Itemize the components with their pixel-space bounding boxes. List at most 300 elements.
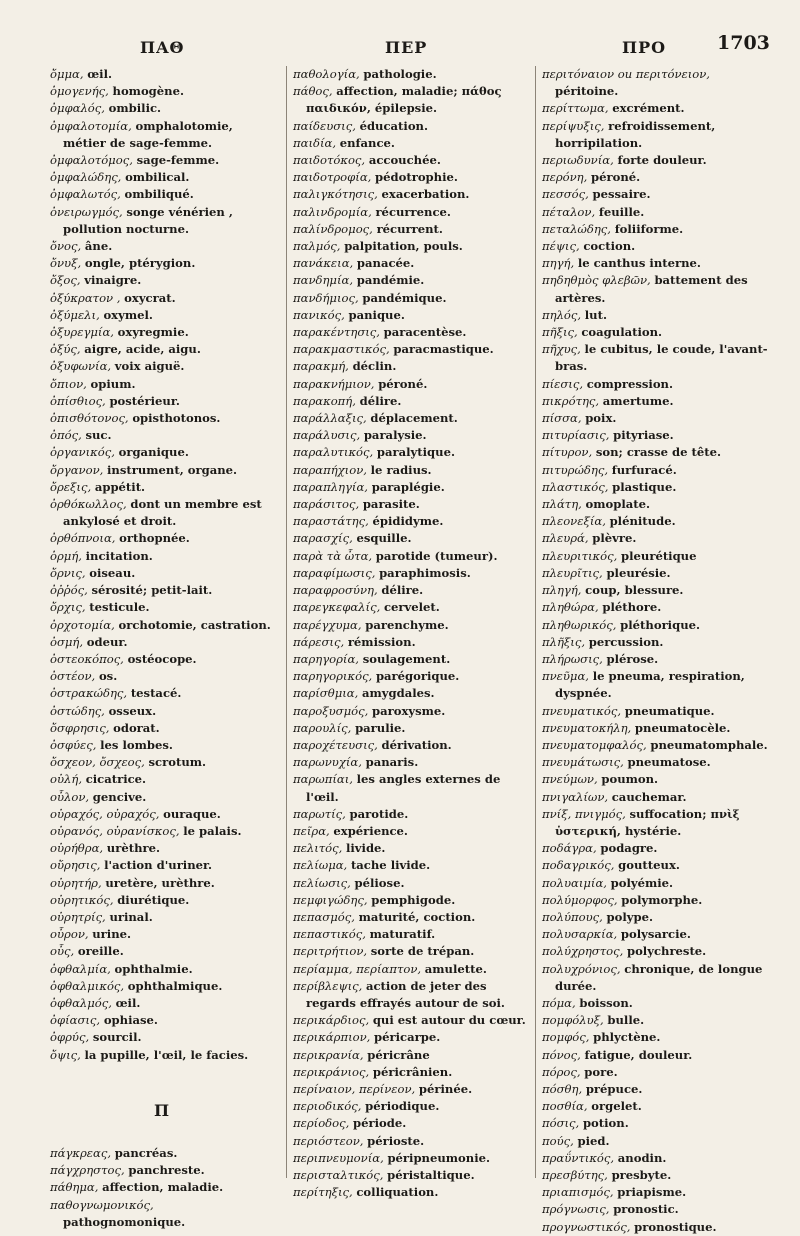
dictionary-entry bbox=[50, 376, 274, 393]
dictionary-entry bbox=[542, 548, 770, 565]
french-definition: paracentèse. bbox=[383, 325, 467, 340]
greek-term: ὀξυφωνία, bbox=[50, 359, 112, 374]
french-definition: oiseau. bbox=[89, 565, 136, 580]
french-definition: pneumatomphale. bbox=[650, 737, 768, 752]
dictionary-entry bbox=[50, 892, 274, 909]
french-definition: paraphimosis. bbox=[379, 565, 471, 580]
greek-term: πελίωσις, bbox=[293, 875, 351, 890]
dictionary-entry bbox=[293, 720, 533, 737]
dictionary-entry bbox=[293, 393, 533, 410]
french-definition: paracmastique. bbox=[393, 342, 494, 357]
french-definition: instrument, organe. bbox=[107, 462, 238, 477]
dictionary-entry bbox=[542, 995, 770, 1012]
dictionary-entry bbox=[293, 926, 533, 943]
dictionary-entry bbox=[293, 135, 533, 152]
greek-term: πληθώρα, bbox=[542, 600, 599, 615]
french-definition: anodin. bbox=[617, 1150, 667, 1165]
greek-term: ὀρχοτομία, bbox=[50, 617, 115, 632]
french-definition: coagulation. bbox=[581, 325, 663, 340]
greek-term: οὐρητήρ, bbox=[50, 875, 102, 890]
greek-term: πέταλον, bbox=[542, 204, 596, 219]
dictionary-entry bbox=[542, 720, 770, 737]
greek-term: παρακοπή, bbox=[293, 393, 356, 408]
dictionary-entry bbox=[542, 703, 770, 720]
dictionary-entry bbox=[50, 806, 274, 823]
section-letter: Π bbox=[153, 1100, 171, 1120]
french-definition: goutteux. bbox=[618, 858, 680, 873]
french-definition: affection, maladie. bbox=[102, 1180, 224, 1195]
french-definition: omoplate. bbox=[585, 497, 651, 512]
dictionary-entry bbox=[542, 909, 770, 926]
french-definition: ombilical. bbox=[125, 170, 190, 185]
dictionary-entry bbox=[50, 668, 274, 685]
header-left: ΠΑΘ bbox=[140, 38, 185, 57]
french-definition: paroxysme. bbox=[371, 703, 446, 718]
greek-term: ὀπός, bbox=[50, 428, 82, 443]
dictionary-entry bbox=[50, 83, 274, 100]
french-definition: ostéocope. bbox=[127, 651, 197, 666]
greek-term: ὀφρύς, bbox=[50, 1030, 90, 1045]
greek-term: παρωτίς, bbox=[293, 806, 346, 821]
french-definition: excrément. bbox=[612, 101, 685, 116]
dictionary-entry bbox=[293, 703, 533, 720]
french-definition: foliiforme. bbox=[614, 221, 684, 236]
dictionary-entry bbox=[293, 771, 533, 805]
greek-term: πανικός, bbox=[293, 307, 345, 322]
french-definition: furfuracé. bbox=[611, 462, 677, 477]
dictionary-entry bbox=[50, 565, 274, 582]
french-definition: compression. bbox=[586, 376, 674, 391]
french-definition: pathologie. bbox=[363, 67, 437, 81]
greek-term: ποδαγρικός, bbox=[542, 858, 615, 873]
greek-term: ὄνυξ, bbox=[50, 256, 82, 271]
french-definition: pied. bbox=[577, 1133, 610, 1148]
greek-term: ὀρθόπνοια, bbox=[50, 531, 116, 546]
greek-term: πάγκρεας, bbox=[50, 1145, 112, 1160]
greek-term: πηλός, bbox=[542, 307, 582, 322]
dictionary-entry bbox=[542, 152, 770, 169]
french-definition: testicule. bbox=[89, 600, 150, 615]
greek-term: πόνος, bbox=[542, 1047, 581, 1062]
french-definition: éducation. bbox=[359, 118, 429, 133]
greek-term: ὀμφαλώδης, bbox=[50, 170, 122, 185]
dictionary-entry bbox=[542, 1115, 770, 1132]
dictionary-entry bbox=[293, 118, 533, 135]
dictionary-entry bbox=[50, 1047, 274, 1064]
dictionary-entry bbox=[50, 1012, 274, 1029]
greek-term: πάθημα, bbox=[50, 1180, 99, 1195]
french-definition: déplacement. bbox=[370, 411, 458, 426]
dictionary-entry bbox=[293, 737, 533, 754]
french-definition: enfance. bbox=[339, 135, 395, 150]
dictionary-entry bbox=[293, 272, 533, 289]
greek-term: προγνωστικός, bbox=[542, 1219, 631, 1234]
french-definition: paraplégie. bbox=[371, 479, 445, 494]
dictionary-entry bbox=[542, 1047, 770, 1064]
greek-term: παρεγκεφαλίς, bbox=[293, 600, 381, 615]
french-definition: pléthore. bbox=[602, 600, 662, 615]
dictionary-entry bbox=[50, 995, 274, 1012]
french-definition: forte douleur. bbox=[617, 153, 707, 168]
greek-term: πηγή, bbox=[542, 256, 575, 271]
french-definition: l'action d'uriner. bbox=[104, 858, 213, 873]
dictionary-entry bbox=[50, 393, 274, 410]
greek-term: πλήρωσις, bbox=[542, 651, 603, 666]
dictionary-entry bbox=[293, 83, 533, 117]
greek-term: ὄρχις, bbox=[50, 600, 86, 615]
french-definition: délire. bbox=[381, 583, 424, 598]
dictionary-entry bbox=[542, 1167, 770, 1184]
greek-term: πόσθη, bbox=[542, 1081, 583, 1096]
french-definition: ophthalmique. bbox=[127, 978, 223, 993]
greek-term: ὀφθαλμός, bbox=[50, 995, 112, 1010]
french-definition: péricrâne bbox=[367, 1047, 430, 1062]
greek-term: πανδημία, bbox=[293, 273, 354, 288]
greek-term: ὀσφύες, bbox=[50, 737, 97, 752]
dictionary-entry bbox=[293, 462, 533, 479]
dictionary-entry bbox=[542, 617, 770, 634]
greek-term: πίσσα, bbox=[542, 411, 582, 426]
french-definition: diurétique. bbox=[117, 892, 190, 907]
greek-term: ὀξύκρατον , bbox=[50, 290, 121, 305]
greek-term: οὖλον, bbox=[50, 789, 90, 804]
greek-term: παρηγορικός, bbox=[293, 669, 373, 684]
french-definition: orgelet. bbox=[591, 1099, 642, 1114]
greek-term: οὐραχός, οὐραχός, bbox=[50, 806, 160, 821]
greek-term: πνευματικός, bbox=[542, 703, 622, 718]
greek-term: παθολογία, bbox=[293, 67, 360, 81]
dictionary-entry bbox=[542, 255, 770, 272]
french-definition: odorat. bbox=[113, 720, 160, 735]
greek-term: ὀστρακώδης, bbox=[50, 686, 128, 701]
dictionary-entry bbox=[542, 892, 770, 909]
greek-term: περίναιον, περίνεον, bbox=[293, 1081, 416, 1096]
french-definition: pneumatose. bbox=[627, 755, 711, 770]
french-definition: récurrent. bbox=[376, 221, 443, 236]
greek-term: πιτυρίασις, bbox=[542, 428, 610, 443]
greek-term: παίδευσις, bbox=[293, 118, 356, 133]
dictionary-entry bbox=[542, 1150, 770, 1167]
french-definition: fatigue, douleur. bbox=[584, 1047, 693, 1062]
dictionary-entry bbox=[293, 238, 533, 255]
french-definition: épididyme. bbox=[372, 514, 444, 529]
greek-term: πρεσβύτης, bbox=[542, 1168, 608, 1182]
dictionary-entry bbox=[542, 754, 770, 771]
french-definition: phlyctène. bbox=[593, 1030, 661, 1045]
dictionary-entry bbox=[50, 978, 274, 995]
french-definition: polysarcie. bbox=[620, 927, 691, 942]
greek-term: πελιτός, bbox=[293, 841, 343, 856]
dictionary-entry bbox=[542, 410, 770, 427]
french-definition: boisson. bbox=[579, 995, 633, 1010]
dictionary-entry bbox=[542, 204, 770, 221]
column-2-entries bbox=[293, 66, 533, 1201]
greek-term: πνευμάτωσις, bbox=[542, 755, 624, 770]
dictionary-entry bbox=[50, 169, 274, 186]
dictionary-entry bbox=[50, 238, 274, 255]
dictionary-entry bbox=[542, 479, 770, 496]
dictionary-entry bbox=[293, 582, 533, 599]
dictionary-entry bbox=[542, 875, 770, 892]
dictionary-entry bbox=[542, 393, 770, 410]
dictionary-entry bbox=[50, 307, 274, 324]
dictionary-entry bbox=[50, 255, 274, 272]
dictionary-entry bbox=[50, 685, 274, 702]
greek-term: πόσις, bbox=[542, 1116, 580, 1131]
dictionary-entry bbox=[293, 410, 533, 427]
dictionary-entry bbox=[50, 358, 274, 375]
greek-term: πίεσις, bbox=[542, 376, 584, 391]
header-right: ΠΡΟ bbox=[622, 38, 667, 57]
french-definition: pathognomonique. bbox=[63, 1214, 186, 1229]
greek-term: πελίωμα, bbox=[293, 858, 348, 873]
french-definition: péroné. bbox=[378, 376, 428, 391]
greek-term: περιτόναιον ou περιτόνειον, bbox=[542, 67, 710, 81]
greek-term: περιωδυνία, bbox=[542, 153, 614, 168]
greek-term: ὀμφαλωτός, bbox=[50, 187, 121, 202]
dictionary-entry bbox=[293, 909, 533, 926]
greek-term: παραπήχιον, bbox=[293, 462, 367, 477]
french-definition: paralysie. bbox=[363, 428, 427, 443]
french-definition: dont un membre est ankylosé et droit. bbox=[63, 497, 262, 529]
french-definition: déclin. bbox=[352, 359, 397, 374]
dictionary-entry bbox=[542, 186, 770, 203]
dictionary-entry bbox=[542, 961, 770, 995]
french-definition: os. bbox=[98, 669, 118, 684]
greek-term: παρὰ τὰ ὦτα, bbox=[293, 548, 373, 563]
dictionary-entry bbox=[542, 376, 770, 393]
greek-term: ὀφθαλμία, bbox=[50, 961, 111, 976]
greek-term: ὀξύμελι, bbox=[50, 307, 100, 322]
french-definition: urèthre. bbox=[106, 841, 161, 856]
dictionary-entry bbox=[50, 651, 274, 668]
greek-term: πριαπισμός, bbox=[542, 1185, 614, 1200]
greek-term: πεμφιγώδης, bbox=[293, 892, 368, 907]
greek-term: πεταλώδης, bbox=[542, 221, 611, 236]
greek-term: ὁρμή, bbox=[50, 548, 82, 563]
dictionary-entry bbox=[50, 857, 274, 874]
greek-term: ὀφθαλμικός, bbox=[50, 978, 125, 993]
dictionary-entry bbox=[542, 1012, 770, 1029]
french-definition: cervelet. bbox=[383, 600, 440, 615]
dictionary-entry bbox=[542, 599, 770, 616]
dictionary-entry bbox=[542, 169, 770, 186]
dictionary-entry bbox=[542, 307, 770, 324]
header-center: ΠΕΡ bbox=[385, 38, 428, 57]
french-definition: omphalotomie, métier de sage-femme. bbox=[63, 118, 233, 150]
french-definition: plérose. bbox=[606, 651, 659, 666]
french-definition: affection, maladie; πάθος παιδικόν, épilepsie. bbox=[306, 84, 502, 116]
column-2 bbox=[286, 66, 533, 1200]
french-definition: pneumatique. bbox=[624, 703, 715, 718]
french-definition: amulette. bbox=[424, 961, 487, 976]
greek-term: ὀστέον, bbox=[50, 669, 96, 684]
dictionary-entry bbox=[542, 1184, 770, 1201]
dictionary-entry bbox=[50, 789, 274, 806]
dictionary-entry bbox=[293, 255, 533, 272]
french-definition: scrotum. bbox=[148, 755, 207, 770]
dictionary-entry bbox=[293, 290, 533, 307]
dictionary-entry bbox=[293, 617, 533, 634]
greek-term: παροξυσμός, bbox=[293, 703, 369, 718]
greek-term: πάθος, bbox=[293, 84, 333, 99]
greek-term: παραφίμωσις, bbox=[293, 565, 376, 580]
dictionary-entry bbox=[293, 427, 533, 444]
french-definition: oxymel. bbox=[103, 307, 153, 322]
greek-term: παθογνωμονικός, bbox=[50, 1197, 154, 1212]
french-definition: maturité, coction. bbox=[358, 909, 476, 924]
french-definition: plastique. bbox=[612, 479, 677, 494]
dictionary-entry bbox=[542, 272, 770, 306]
greek-term: ὀῤῥός, bbox=[50, 583, 88, 598]
dictionary-entry bbox=[50, 152, 274, 169]
greek-term: ὀμφαλοτόμος, bbox=[50, 153, 133, 168]
french-definition: pessaire. bbox=[592, 187, 651, 202]
greek-term: ὀσμή, bbox=[50, 634, 84, 649]
french-definition: pédotrophie. bbox=[375, 170, 458, 185]
dictionary-entry bbox=[50, 582, 274, 599]
dictionary-entry bbox=[293, 1150, 533, 1167]
greek-term: περικρανία, bbox=[293, 1047, 364, 1062]
greek-term: παραφροσύνη, bbox=[293, 583, 378, 598]
page-header bbox=[0, 32, 800, 64]
greek-term: παιδοτόκος, bbox=[293, 153, 366, 168]
french-definition: parotide. bbox=[349, 806, 409, 821]
dictionary-entry bbox=[542, 926, 770, 943]
french-definition: vinaigre. bbox=[84, 273, 142, 288]
dictionary-entry bbox=[50, 444, 274, 461]
french-definition: incitation. bbox=[85, 548, 153, 563]
french-definition: pronostique. bbox=[634, 1219, 717, 1234]
greek-term: παλιγκότησις, bbox=[293, 187, 378, 202]
dictionary-entry bbox=[50, 634, 274, 651]
greek-term: ὄρνις, bbox=[50, 565, 86, 580]
dictionary-entry bbox=[293, 496, 533, 513]
french-definition: pityriase. bbox=[613, 428, 674, 443]
greek-term: ὄπιον, bbox=[50, 376, 87, 391]
dictionary-entry bbox=[50, 341, 274, 358]
greek-term: πλευριτικός, bbox=[542, 548, 618, 563]
french-definition: osseux. bbox=[108, 703, 157, 718]
greek-term: πλαστικός, bbox=[542, 479, 609, 494]
greek-term: πάγχρηστος, bbox=[50, 1163, 125, 1178]
dictionary-entry bbox=[542, 634, 770, 651]
greek-term: πολύμορφος, bbox=[542, 892, 618, 907]
greek-term: πολύπους, bbox=[542, 909, 603, 924]
french-definition: suc. bbox=[85, 428, 112, 443]
dictionary-entry bbox=[293, 513, 533, 530]
dictionary-entry bbox=[293, 376, 533, 393]
greek-term: πεπαστικός, bbox=[293, 927, 366, 942]
dictionary-entry bbox=[50, 530, 274, 547]
french-definition: polyémie. bbox=[610, 875, 674, 890]
dictionary-entry bbox=[50, 1029, 274, 1046]
dictionary-entry bbox=[542, 1098, 770, 1115]
greek-term: ὄργανον, bbox=[50, 462, 104, 477]
greek-term: οὐρανός, οὐρανίσκος, bbox=[50, 823, 180, 838]
greek-term: πίτυρον, bbox=[542, 445, 593, 460]
french-definition: ombiliqué. bbox=[124, 187, 194, 202]
french-definition: ouraque. bbox=[163, 806, 221, 821]
greek-term: πνευματομφαλός, bbox=[542, 737, 647, 752]
dictionary-entry bbox=[293, 1064, 533, 1081]
greek-term: πλεονεξία, bbox=[542, 514, 606, 529]
dictionary-entry bbox=[50, 875, 274, 892]
dictionary-entry bbox=[542, 1201, 770, 1218]
greek-term: παλινδρομία, bbox=[293, 204, 372, 219]
greek-term: παλμός, bbox=[293, 239, 341, 254]
greek-term: ὄψις, bbox=[50, 1047, 81, 1062]
greek-term: πνιγαλίων, bbox=[542, 789, 609, 804]
french-definition: lut. bbox=[584, 307, 607, 322]
dictionary-entry bbox=[293, 204, 533, 221]
dictionary-entry bbox=[293, 1029, 533, 1046]
french-definition: poix. bbox=[585, 411, 617, 426]
greek-term: παρακνήμιον, bbox=[293, 376, 375, 391]
french-definition: amertume. bbox=[602, 393, 674, 408]
dictionary-entry bbox=[50, 823, 274, 840]
dictionary-entry bbox=[542, 840, 770, 857]
greek-term: πούς, bbox=[542, 1133, 574, 1148]
dictionary-entry bbox=[50, 1162, 274, 1179]
greek-term: οὐρήθρα, bbox=[50, 841, 104, 856]
french-definition: suffocation; πνὶξ ὑστερική, hystérie. bbox=[555, 806, 740, 838]
french-definition: ophthalmie. bbox=[114, 961, 193, 976]
greek-term: πεπασμός, bbox=[293, 909, 355, 924]
greek-term: πόμα, bbox=[542, 995, 576, 1010]
greek-term: πεῖρα, bbox=[293, 823, 330, 838]
column-1 bbox=[50, 66, 274, 1229]
dictionary-entry bbox=[50, 943, 274, 960]
greek-term: ποδάγρα, bbox=[542, 841, 597, 856]
french-definition: ongle, ptérygion. bbox=[84, 256, 196, 271]
dictionary-entry bbox=[293, 857, 533, 874]
dictionary-entry bbox=[293, 358, 533, 375]
dictionary-entry bbox=[293, 668, 533, 685]
greek-term: ὀστεοκόπος, bbox=[50, 651, 124, 666]
greek-term: ὀστώδης, bbox=[50, 703, 105, 718]
dictionary-entry bbox=[293, 1012, 533, 1029]
greek-term: πόρος, bbox=[542, 1064, 581, 1079]
dictionary-entry bbox=[50, 496, 274, 530]
french-definition: pneumatocèle. bbox=[634, 720, 731, 735]
dictionary-entry bbox=[50, 1145, 274, 1162]
dictionary-entry bbox=[50, 410, 274, 427]
french-definition: pancréas. bbox=[114, 1145, 178, 1160]
dictionary-entry bbox=[293, 823, 533, 840]
dictionary-entry bbox=[50, 462, 274, 479]
dictionary-entry bbox=[542, 857, 770, 874]
greek-term: ὀμφαλός, bbox=[50, 101, 105, 116]
french-definition: polype. bbox=[606, 909, 654, 924]
dictionary-entry bbox=[293, 152, 533, 169]
french-definition: opium. bbox=[90, 376, 136, 391]
dictionary-entry bbox=[542, 651, 770, 668]
column-3-entries bbox=[542, 66, 770, 1236]
dictionary-entry bbox=[50, 617, 274, 634]
french-definition: péliose. bbox=[354, 875, 405, 890]
french-definition: oxyregmie. bbox=[117, 325, 189, 340]
french-definition: paralytique. bbox=[376, 445, 455, 460]
dictionary-entry bbox=[542, 530, 770, 547]
french-definition: panique. bbox=[348, 307, 405, 322]
greek-term: πανδήμιος, bbox=[293, 290, 359, 305]
french-definition: soulagement. bbox=[362, 651, 451, 666]
dictionary-entry bbox=[542, 444, 770, 461]
dictionary-entry bbox=[293, 66, 533, 83]
french-definition: appétit. bbox=[94, 479, 146, 494]
greek-term: πραΰντικός, bbox=[542, 1150, 615, 1165]
